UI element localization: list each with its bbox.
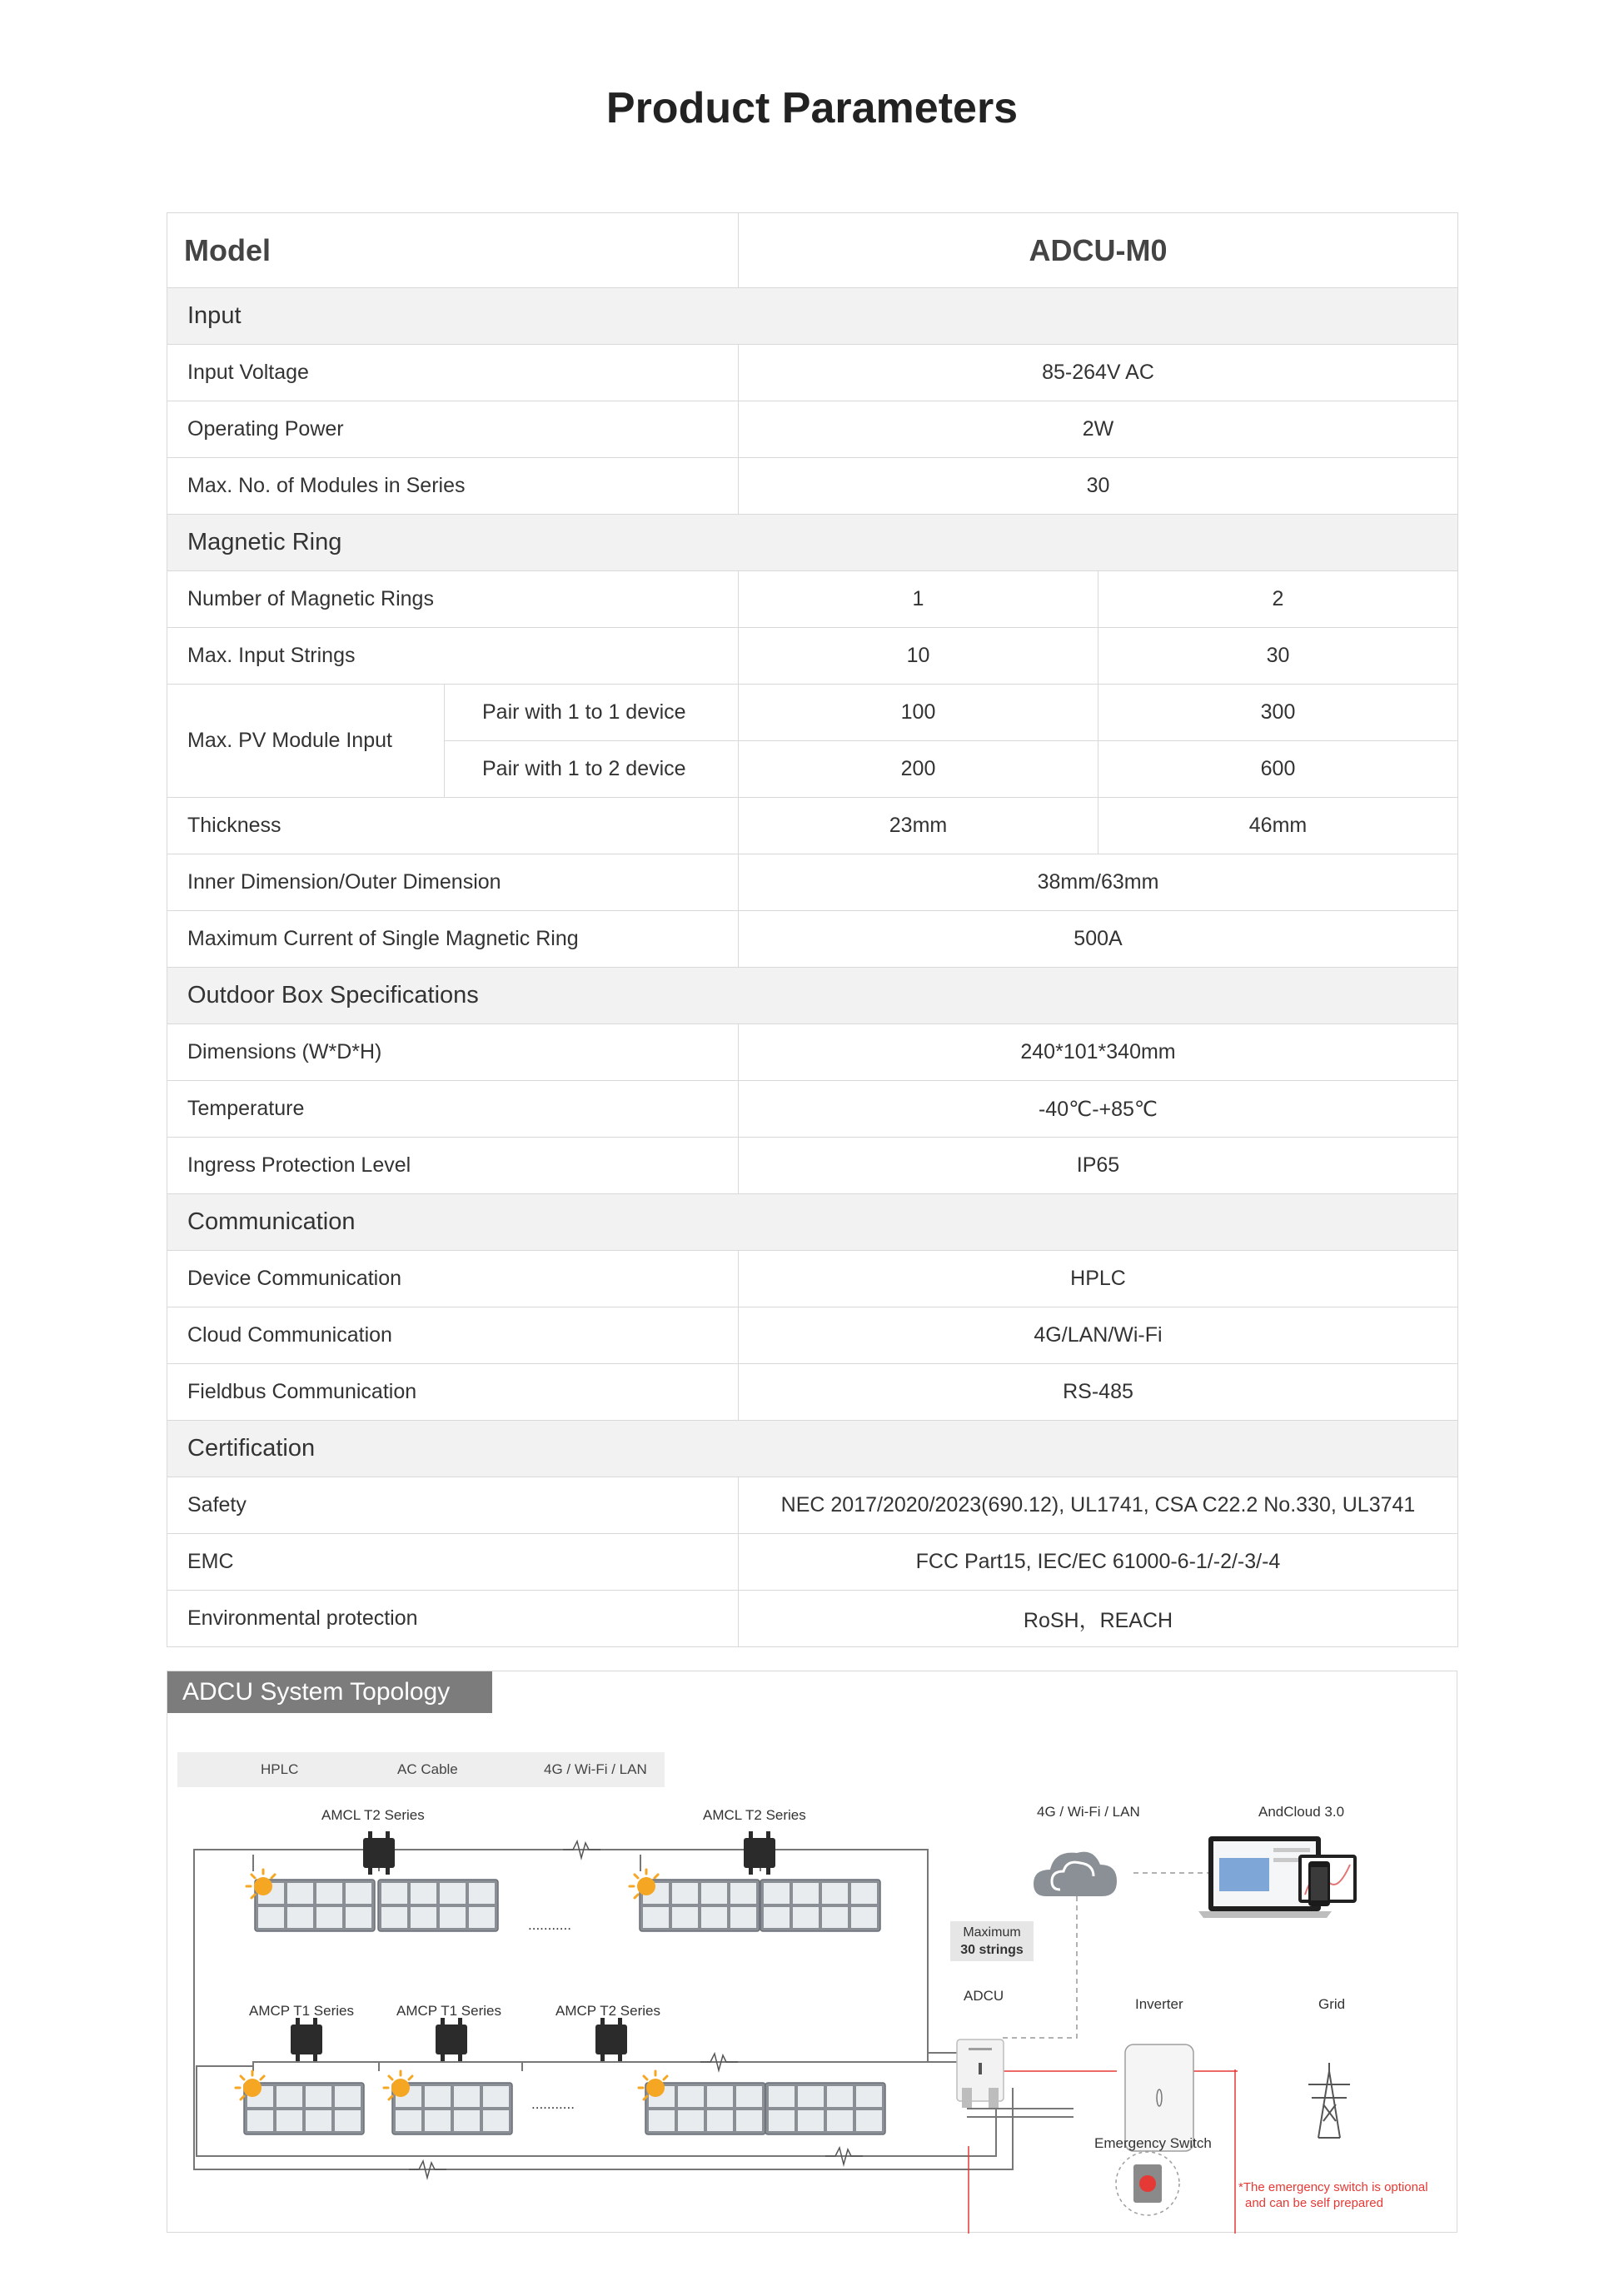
cloud-icon xyxy=(1034,1852,1117,1896)
row-value: 30 xyxy=(1098,628,1458,685)
row-value: 2 xyxy=(1098,571,1458,628)
optimizers-lower xyxy=(291,2018,627,2061)
label-grid: Grid xyxy=(1318,1996,1346,2012)
optimizers-upper xyxy=(363,1831,775,1875)
dots-upper: ........... xyxy=(528,1917,571,1933)
label-emergency-switch: Emergency Switch xyxy=(1094,2135,1212,2151)
label-network: 4G / Wi-Fi / LAN xyxy=(1037,1804,1140,1820)
table-row xyxy=(167,685,1458,741)
row-value: 30 xyxy=(739,458,1458,515)
label-amcl-1: AMCL T2 Series xyxy=(321,1807,425,1823)
row-value: 2W xyxy=(739,401,1458,458)
table-row xyxy=(167,628,1458,685)
legend-net: 4G / Wi-Fi / LAN xyxy=(544,1761,647,1777)
legend-ac: AC Cable xyxy=(397,1761,458,1777)
row-label: Device Communication xyxy=(167,1251,739,1307)
dots-lower: ........... xyxy=(531,2096,575,2112)
label-amcp-t1-a: AMCP T1 Series xyxy=(249,2003,354,2019)
emergency-switch-icon xyxy=(1116,2152,1179,2215)
row-value: 200 xyxy=(739,741,1098,798)
label-inverter: Inverter xyxy=(1135,1996,1183,2012)
grid-tower-icon xyxy=(1308,2063,1350,2138)
row-label: Dimensions (W*D*H) xyxy=(167,1024,739,1081)
section-certification xyxy=(167,1421,1458,1477)
row-label: Fieldbus Communication xyxy=(167,1364,739,1421)
row-label: Number of Magnetic Rings xyxy=(167,571,739,628)
section-title: Input xyxy=(167,288,1458,345)
legend-hplc: HPLC xyxy=(261,1761,299,1777)
row-value: 1 xyxy=(739,571,1098,628)
table-row xyxy=(167,1251,1458,1307)
topology-title: ADCU System Topology xyxy=(167,1671,492,1713)
row-value: IP65 xyxy=(739,1138,1458,1194)
row-value: 240*101*340mm xyxy=(739,1024,1458,1081)
table-row xyxy=(167,1081,1458,1138)
table-row xyxy=(167,1534,1458,1591)
table-row xyxy=(167,1477,1458,1534)
model-row xyxy=(167,213,1458,288)
row-value: 600 xyxy=(1098,741,1458,798)
adcu-device-icon xyxy=(957,2039,1004,2108)
max-line-2: 30 strings xyxy=(960,1943,1024,1957)
table-row xyxy=(167,1307,1458,1364)
spec-table xyxy=(167,212,1458,1647)
table-row xyxy=(167,911,1458,968)
row-label: Max. PV Module Input xyxy=(167,685,445,798)
emergency-note xyxy=(1238,2179,1428,2211)
row-value: FCC Part15, IEC/EC 61000-6-1/-2/-3/-4 xyxy=(739,1534,1458,1591)
row-value: RS-485 xyxy=(739,1364,1458,1421)
table-row xyxy=(167,1591,1458,1647)
row-value: -40℃-+85℃ xyxy=(739,1081,1458,1138)
row-value: 100 xyxy=(739,685,1098,741)
phone-icon xyxy=(1308,1861,1330,1906)
row-label: Thickness xyxy=(167,798,739,854)
row-value: 300 xyxy=(1098,685,1458,741)
note-line-1: *The emergency switch is optional xyxy=(1238,2180,1428,2194)
table-row xyxy=(167,1364,1458,1421)
row-label: Input Voltage xyxy=(167,345,739,401)
label-amcp-t1-b: AMCP T1 Series xyxy=(396,2003,501,2019)
table-row xyxy=(167,798,1458,854)
row-value: 4G/LAN/Wi-Fi xyxy=(739,1307,1458,1364)
table-row xyxy=(167,1138,1458,1194)
row-value: 23mm xyxy=(739,798,1098,854)
row-value: 85-264V AC xyxy=(739,345,1458,401)
row-value: 10 xyxy=(739,628,1098,685)
table-row xyxy=(167,345,1458,401)
row-label: Ingress Protection Level xyxy=(167,1138,739,1194)
model-value: ADCU-M0 xyxy=(739,213,1458,288)
section-title: Magnetic Ring xyxy=(167,515,1458,571)
table-row xyxy=(167,401,1458,458)
row-label: Cloud Communication xyxy=(167,1307,739,1364)
row-label: Environmental protection xyxy=(167,1591,739,1647)
row-value: NEC 2017/2020/2023(690.12), UL1741, CSA C22.2 No.330, UL3741 xyxy=(739,1477,1458,1534)
max-line-1: Maximum xyxy=(963,1925,1021,1940)
row-label: Max. Input Strings xyxy=(167,628,739,685)
row-label: Temperature xyxy=(167,1081,739,1138)
row-label: Inner Dimension/Outer Dimension xyxy=(167,854,739,911)
row-label: EMC xyxy=(167,1534,739,1591)
row-value: 38mm/63mm xyxy=(739,854,1458,911)
section-communication xyxy=(167,1194,1458,1251)
label-amcl-2: AMCL T2 Series xyxy=(703,1807,806,1823)
row-label: Operating Power xyxy=(167,401,739,458)
row-label: Maximum Current of Single Magnetic Ring xyxy=(167,911,739,968)
label-amcp-t2: AMCP T2 Series xyxy=(555,2003,660,2019)
row-value: 500A xyxy=(739,911,1458,968)
section-magnetic-ring xyxy=(167,515,1458,571)
row-label: Safety xyxy=(167,1477,739,1534)
section-input xyxy=(167,288,1458,345)
table-row xyxy=(167,1024,1458,1081)
table-row xyxy=(167,571,1458,628)
table-row xyxy=(167,458,1458,515)
section-title: Communication xyxy=(167,1194,1458,1251)
row-value: HPLC xyxy=(739,1251,1458,1307)
topology-panel xyxy=(167,1671,1457,2233)
label-cloud: AndCloud 3.0 xyxy=(1258,1804,1345,1820)
section-outdoor-box xyxy=(167,968,1458,1024)
max-strings-badge xyxy=(950,1921,1034,1961)
row-sublabel: Pair with 1 to 1 device xyxy=(445,685,739,741)
section-title: Outdoor Box Specifications xyxy=(167,968,1458,1024)
model-label: Model xyxy=(167,213,739,288)
row-label: Max. No. of Modules in Series xyxy=(167,458,739,515)
section-title: Certification xyxy=(167,1421,1458,1477)
label-adcu: ADCU xyxy=(964,1988,1004,2004)
row-sublabel: Pair with 1 to 2 device xyxy=(445,741,739,798)
page-title: Product Parameters xyxy=(605,84,1019,132)
row-value: 46mm xyxy=(1098,798,1458,854)
table-row xyxy=(167,854,1458,911)
note-line-2: and can be self prepared xyxy=(1245,2196,1383,2210)
row-value: RoSH，REACH xyxy=(739,1591,1458,1647)
